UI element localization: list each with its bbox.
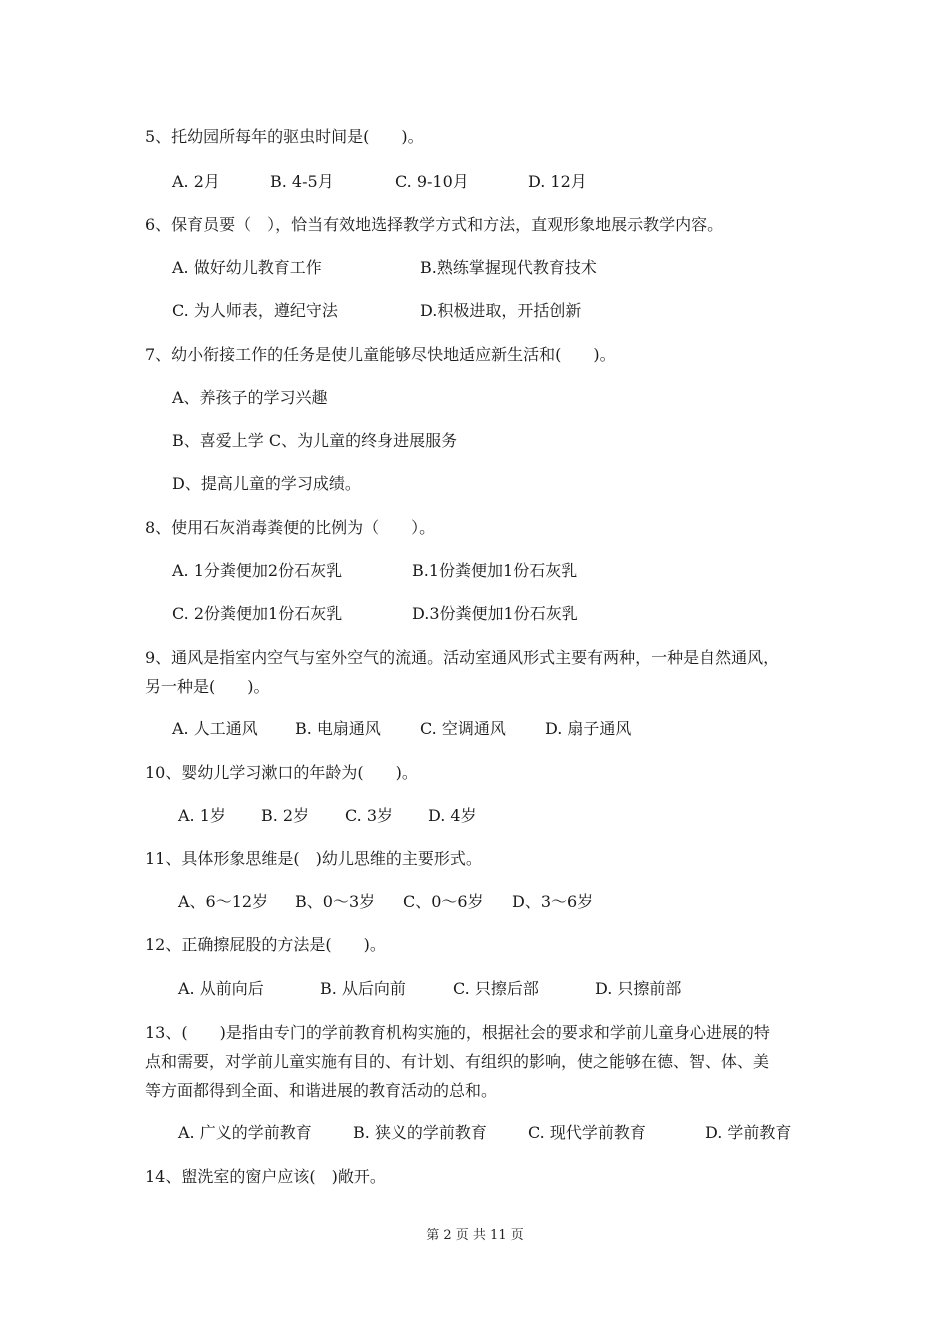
q11-option-d: D、3～6岁 bbox=[512, 892, 594, 911]
q7-option-a: A、养孩子的学习兴趣 bbox=[172, 388, 328, 407]
q6-option-c: C. 为人师表，遵纪守法 bbox=[172, 301, 338, 320]
q7-option-bc: B、喜爱上学 C、为儿童的终身进展服务 bbox=[172, 431, 458, 450]
question-5-stem: 5、托幼园所每年的驱虫时间是( )。 bbox=[145, 127, 424, 146]
q8-option-c: C. 2份粪便加1份石灰乳 bbox=[172, 604, 343, 623]
q10-option-d: D. 4岁 bbox=[428, 806, 477, 825]
q13-option-d: D. 学前教育 bbox=[705, 1123, 792, 1142]
question-13-stem-line-2: 点和需要，对学前儿童实施有目的、有计划、有组织的影响，使之能够在德、智、体、美 bbox=[145, 1052, 770, 1071]
q7-option-d: D、提高儿童的学习成绩。 bbox=[172, 474, 361, 493]
q9-option-a: A. 人工通风 bbox=[172, 719, 258, 738]
q10-option-c: C. 3岁 bbox=[345, 806, 394, 825]
question-8-stem: 8、使用石灰消毒粪便的比例为（ ）。 bbox=[145, 518, 436, 537]
q10-option-a: A. 1岁 bbox=[178, 806, 226, 825]
q11-option-b: B、0～3岁 bbox=[295, 892, 376, 911]
q11-option-a: A、6～12岁 bbox=[178, 892, 269, 911]
q6-option-a: A. 做好幼儿教育工作 bbox=[172, 258, 322, 277]
q10-option-b: B. 2岁 bbox=[261, 806, 310, 825]
question-9-stem-line-1: 9、通风是指室内空气与室外空气的流通。活动室通风形式主要有两种，一种是自然通风， bbox=[145, 648, 780, 667]
q13-option-b: B. 狭义的学前教育 bbox=[353, 1123, 487, 1142]
question-7-stem: 7、幼小衔接工作的任务是使儿童能够尽快地适应新生活和( )。 bbox=[145, 345, 616, 364]
q5-option-a: A. 2月 bbox=[172, 172, 220, 191]
q12-option-c: C. 只擦后部 bbox=[453, 979, 539, 998]
q12-option-a: A. 从前向后 bbox=[178, 979, 264, 998]
question-10-stem: 10、婴幼儿学习漱口的年龄为( )。 bbox=[145, 763, 418, 782]
question-13-stem-line-3: 等方面都得到全面、和谐进展的教育活动的总和。 bbox=[145, 1081, 498, 1100]
question-14-stem: 14、盥洗室的窗户应该( )敞开。 bbox=[145, 1167, 386, 1186]
q9-option-b: B. 电扇通风 bbox=[295, 719, 381, 738]
q5-option-b: B. 4-5月 bbox=[270, 172, 334, 191]
q6-option-d: D.积极进取，开括创新 bbox=[420, 301, 582, 320]
question-13-stem-line-1: 13、( )是指由专门的学前教育机构实施的，根据社会的要求和学前儿童身心进展的特 bbox=[145, 1023, 770, 1042]
page-number-footer: 第 2 页 共 11 页 bbox=[426, 1228, 524, 1243]
q6-option-b: B.熟练掌握现代教育技术 bbox=[420, 258, 597, 277]
q9-option-c: C. 空调通风 bbox=[420, 719, 506, 738]
q8-option-a: A. 1分粪便加2份石灰乳 bbox=[172, 561, 343, 580]
q12-option-d: D. 只擦前部 bbox=[595, 979, 682, 998]
q11-option-c: C、0～6岁 bbox=[403, 892, 484, 911]
question-6-stem: 6、保育员要（ ），恰当有效地选择教学方式和方法，直观形象地展示教学内容。 bbox=[145, 215, 724, 234]
q13-option-c: C. 现代学前教育 bbox=[528, 1123, 646, 1142]
q5-option-c: C. 9-10月 bbox=[395, 172, 469, 191]
q13-option-a: A. 广义的学前教育 bbox=[178, 1123, 312, 1142]
question-12-stem: 12、正确擦屁股的方法是( )。 bbox=[145, 935, 386, 954]
q8-option-b: B.1份粪便加1份石灰乳 bbox=[412, 561, 578, 580]
question-9-stem-line-2: 另一种是( )。 bbox=[145, 677, 270, 696]
q5-option-d: D. 12月 bbox=[528, 172, 587, 191]
q8-option-d: D.3份粪便加1份石灰乳 bbox=[412, 604, 578, 623]
q9-option-d: D. 扇子通风 bbox=[545, 719, 632, 738]
question-11-stem: 11、具体形象思维是( )幼儿思维的主要形式。 bbox=[145, 849, 482, 868]
q12-option-b: B. 从后向前 bbox=[320, 979, 406, 998]
